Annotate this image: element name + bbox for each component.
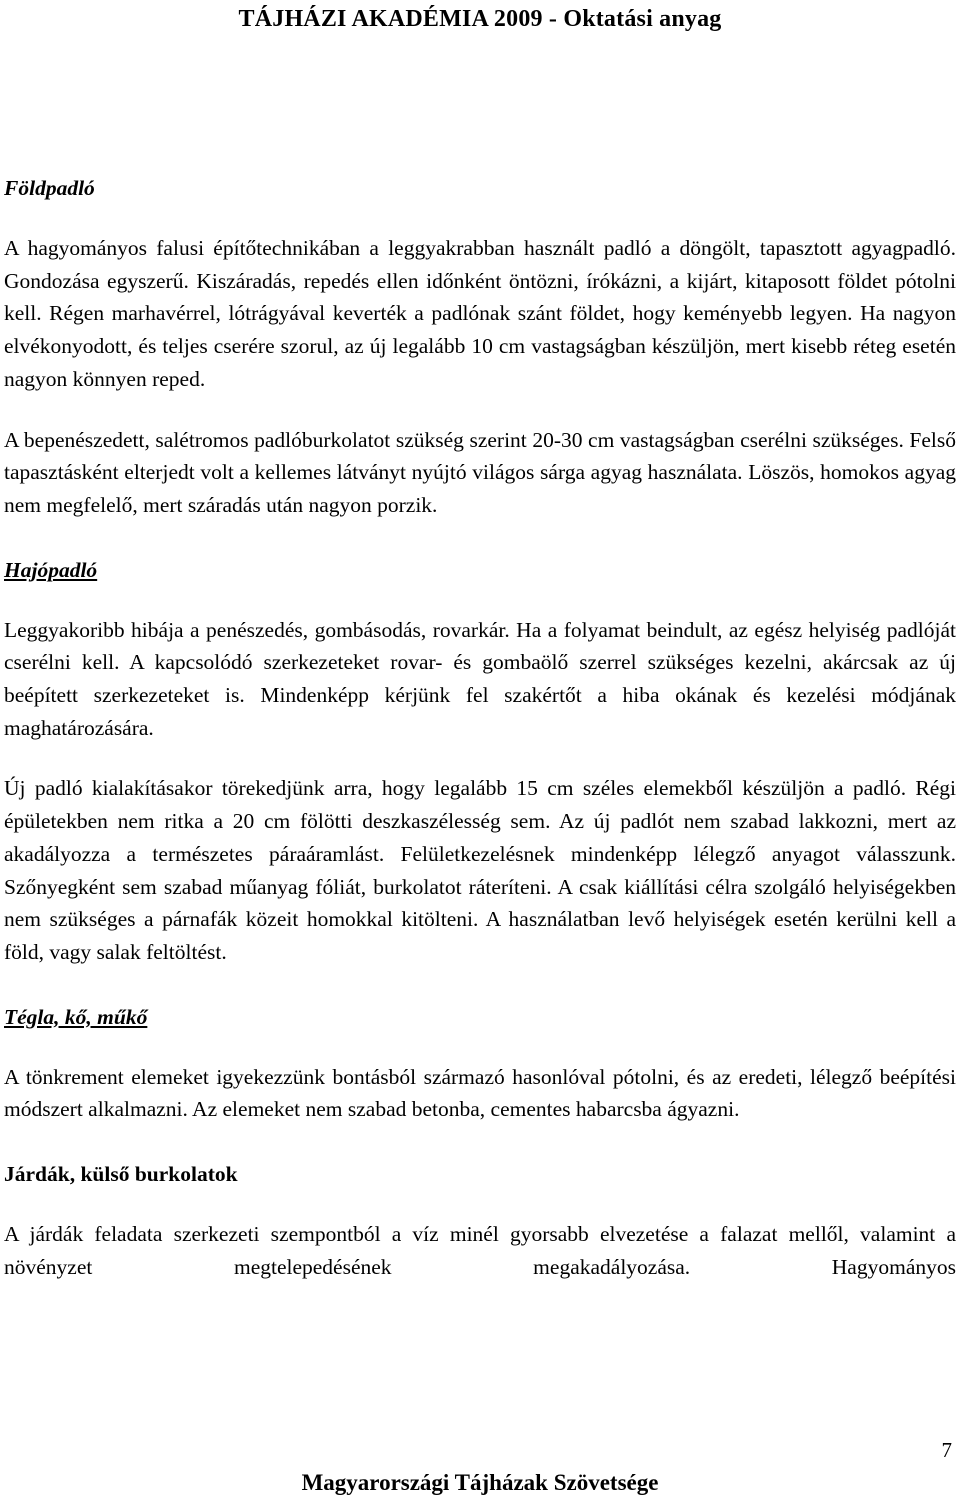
section-heading-foldpadlo: Földpadló [4,176,95,200]
paragraph-hajopadlo-2: Új padló kialakításakor törekedjünk arra, hogy legalább 15 cm széles elemekből készüljön a padló. Régi épületekben nem ritka a 20 cm fölötti deszkaszélesség sem. Az új padlót nem szabad lakkozni, mert az akadályozza a természetes páraáramlást. Felületkezelésnek mindenképp lélegző anyagot válasszunk. Szőnyegként sem szabad műanyag fóliát, burkolatot ráteríteni. A csak kiállítási célra szolgáló helyiségekben nem szükséges a párnafák közeit homokkal kitölteni. A használatban levő helyiségek esetén kerülni kell a föld, vagy salak feltöltést. [4,776,956,964]
page-header-title: TÁJHÁZI AKADÉMIA 2009 - Oktatási anyag [238,6,722,32]
section-heading-jardak: Járdák, külső burkolatok [4,1162,238,1187]
page-number: 7 [941,1438,952,1462]
section-heading-hajopadlo: Hajópadló [4,557,98,582]
paragraph-foldpadlo-1: A hagyományos falusi építőtechnikában a leggyakrabban használt padló a döngölt, tapasztott agyagpadló. Gondozása egyszerű. Kiszáradás, repedés ellen időnként öntözni, írókázni, a kijárt, kitaposott földet pótolni kell. Régen marhavérrel, lótrágyával keverték a padlónak szánt földet, hogy keményebb legyen. Ha nagyon elvékonyodott, és teljes cserére szorul, az új legalább 10 cm vastagságban készüljön, mert kisebb réteg esetén nagyon könnyen reped. [4,236,956,391]
document-body [4,170,956,1283]
paragraph-tegla-1: A tönkrement elemeket igyekezzünk bontásból származó hasonlóval pótolni, és az eredeti, lélegző beépítési módszert alkalmazni. Az elemeket nem szabad betonba, cementes habarcsba ágyazni. [4,1064,956,1122]
section-heading-tegla: Tégla, kő, műkő [4,1004,148,1029]
page-footer: Magyarországi Tájházak Szövetsége [301,1470,659,1495]
paragraph-hajopadlo-1: Leggyakoribb hibája a penészedés, gombásodás, rovarkár. Ha a folyamat beindult, az egész helyiség padlóját cserélni kell. A kapcsolódó szerkezeteket rovar- és gombaölő szerrel szükséges kezelni, akárcsak az új beépített szerkezeteket is. Mindenképp kérjünk fel szakértőt a hiba okának és kezelési módjának maghatározására. [4,617,956,740]
paragraph-jardak-1: A járdák feladata szerkezeti szempontból a víz minél gyorsabb elvezetése a falazat mellől, valamint a növényzet megtelepedésének megakadályozása. Hagyományos [4,1222,956,1279]
paragraph-foldpadlo-2: A bepenészedett, salétromos padlóburkolatot szükség szerint 20-30 cm vastagságban cserélni szükséges. Felső tapasztásként elterjedt volt a kellemes látványt nyújtó világos sárga agyag használata. Löszös, homokos agyag nem megfelelő, mert száradás után nagyon porzik. [4,427,956,517]
